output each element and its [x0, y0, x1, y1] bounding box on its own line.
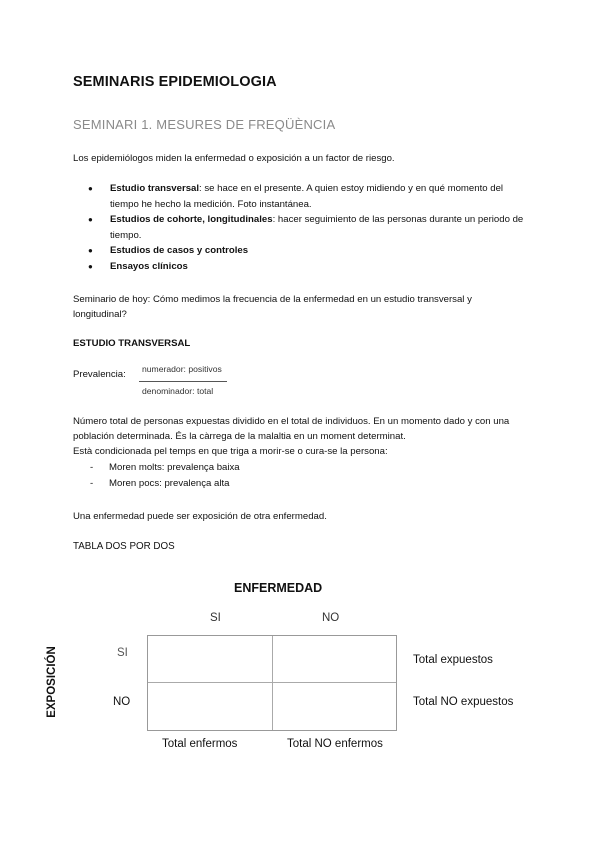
total-no-expuestos-label: Total NO expuestos	[413, 696, 514, 708]
enfermedad-label: ENFERMEDAD	[234, 581, 323, 595]
total-expuestos-label: Total expuestos	[413, 654, 493, 666]
seminario-paragraph: Seminario de hoy: Cómo medimos la frecuencia de la enfermedad en un estudio transversal y longitudinal?	[73, 294, 472, 320]
list-item: ● Estudio transversal: se hace en el presente. A quien estoy midiendo y en qué momento del tiempo he hecho la medición. Foto instantánea.	[88, 181, 528, 212]
list-item: ● Estudios de casos y controles	[88, 243, 528, 259]
prevalence-dash-list	[90, 460, 240, 491]
list-item: - Moren molts: prevalença baixa	[90, 460, 240, 476]
fraction-numerator: numerador: positivos	[142, 364, 222, 374]
total-enfermos-label: Total enfermos	[162, 738, 238, 750]
study-types-list	[88, 181, 528, 274]
list-item: - Moren pocs: prevalença alta	[90, 476, 240, 492]
row-si-label: SI	[117, 647, 128, 659]
intro-paragraph: Los epidemiólogos miden la enfermedad o exposición a un factor de riesgo.	[73, 153, 395, 164]
fraction-denominator: denominador: total	[142, 386, 214, 396]
total-no-enfermos-label: Total NO enfermos	[287, 738, 383, 750]
list-item: ● Estudios de cohorte, longitudinales: hacer seguimiento de las personas durante un periodo de tiempo.	[88, 212, 528, 243]
column-no-label: NO	[322, 612, 340, 624]
two-by-two-grid	[147, 635, 397, 731]
exposure-note: Una enfermedad puede ser exposición de otra enfermedad.	[73, 511, 327, 522]
list-item: ● Ensayos clínicos	[88, 259, 528, 275]
fraction-bar	[139, 381, 227, 382]
prevalencia-explanation: Número total de personas expuestas dividido en el total de individuos. En un momento dado y con una población determinada. És la càrrega de la malaltia en un moment determinat. Està condicionada pel temps en que triga a morir-se o cura-se la persona:	[73, 416, 510, 457]
table-heading: TABLA DOS POR DOS	[73, 541, 175, 552]
row-no-label: NO	[113, 696, 131, 708]
grid-divider-vertical	[272, 636, 273, 730]
section-subtitle: SEMINARI 1. MESURES DE FREQÜÈNCIA	[73, 117, 336, 132]
prevalencia-label: Prevalencia:	[73, 369, 126, 380]
exposicion-label: EXPOSICIÓN	[46, 646, 58, 718]
column-si-label: SI	[210, 612, 221, 624]
document-title: SEMINARIS EPIDEMIOLOGIA	[73, 74, 277, 90]
grid-divider-horizontal	[148, 682, 396, 683]
section-heading: ESTUDIO TRANSVERSAL	[73, 338, 191, 349]
